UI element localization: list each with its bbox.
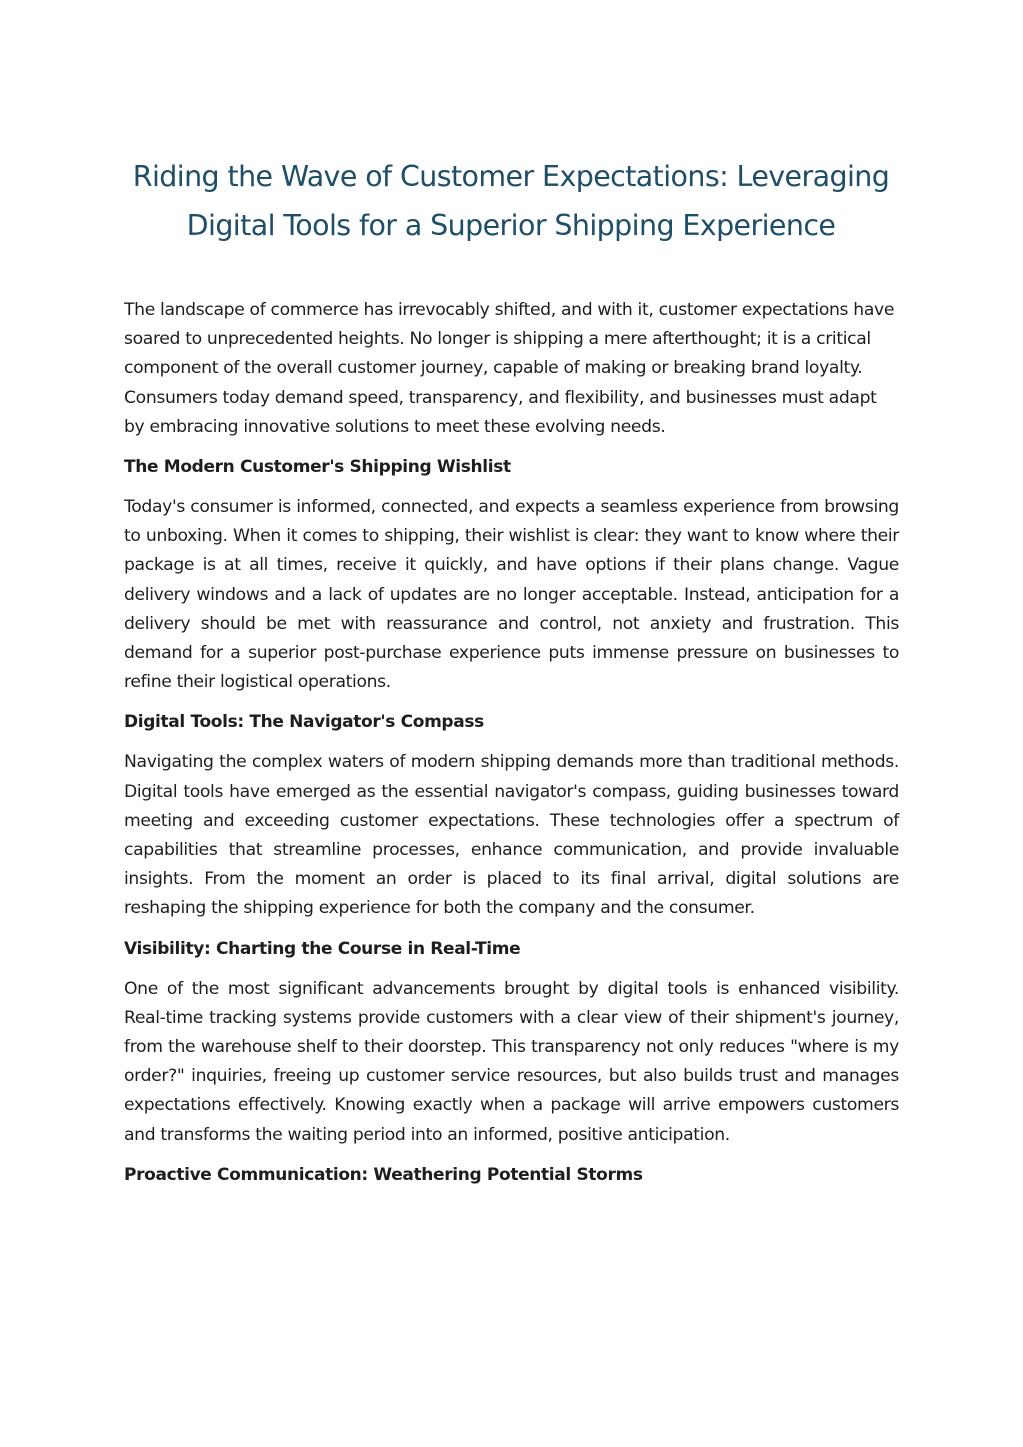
section-body-wishlist: Today's consumer is informed, connected, and expects a seamless experience from browsing to unboxing. When it comes to shipping, their wishlist is clear: they want to know where their package is at all times, receive it quickly, and have options if their plans change. Vague delivery windows and a lack of updates are no longer acceptable. Instead, anticipation for a delivery should be met with reassurance and control, not anxiety and frustration. This demand for a superior post-purchase experience puts immense pressure on businesses to refine their logistical operations. <box>124 497 899 693</box>
intro-paragraph: The landscape of commerce has irrevocably shifted, and with it, customer expectations have soared to unprecedented heights. No longer is shipping a mere afterthought; it is a critical component of the overall customer journey, capable of making or breaking brand loyalty. Consumers today demand speed, transparency, and flexibility, and businesses must adapt by embracing innovative solutions to meet these evolving needs. <box>124 300 895 437</box>
section-heading-visibility: Visibility: Charting the Course in Real-Time <box>124 938 521 959</box>
section-heading-proactive-communication: Proactive Communication: Weathering Potential Storms <box>124 1164 643 1185</box>
section-body-visibility: One of the most significant advancements brought by digital tools is enhanced visibility. Real-time tracking systems provide customers with a clear view of their shipment's journey, from the warehouse shelf to their doorstep. This transparency not only reduces "where is my order?" inquiries, freeing up customer service resources, but also builds trust and manages expectations effectively. Knowing exactly when a package will arrive empowers customers and transforms the waiting period into an informed, positive anticipation. <box>124 978 899 1145</box>
section-body-digital-tools: Navigating the complex waters of modern shipping demands more than traditional methods. Digital tools have emerged as the essential navigator's compass, guiding businesses toward meeting and exceeding customer expectations. These technologies offer a spectrum of capabilities that streamline processes, enhance communication, and provide invaluable insights. From the moment an order is placed to its final arrival, digital solutions are reshaping the shipping experience for both the company and the consumer. <box>124 752 899 919</box>
document-page <box>124 152 899 1201</box>
section-heading-digital-tools: Digital Tools: The Navigator's Compass <box>124 712 484 733</box>
document-title: Riding the Wave of Customer Expectations: Leveraging Digital Tools for a Superior Shipping Experience <box>132 160 890 242</box>
section-heading-wishlist: The Modern Customer's Shipping Wishlist <box>124 457 511 478</box>
